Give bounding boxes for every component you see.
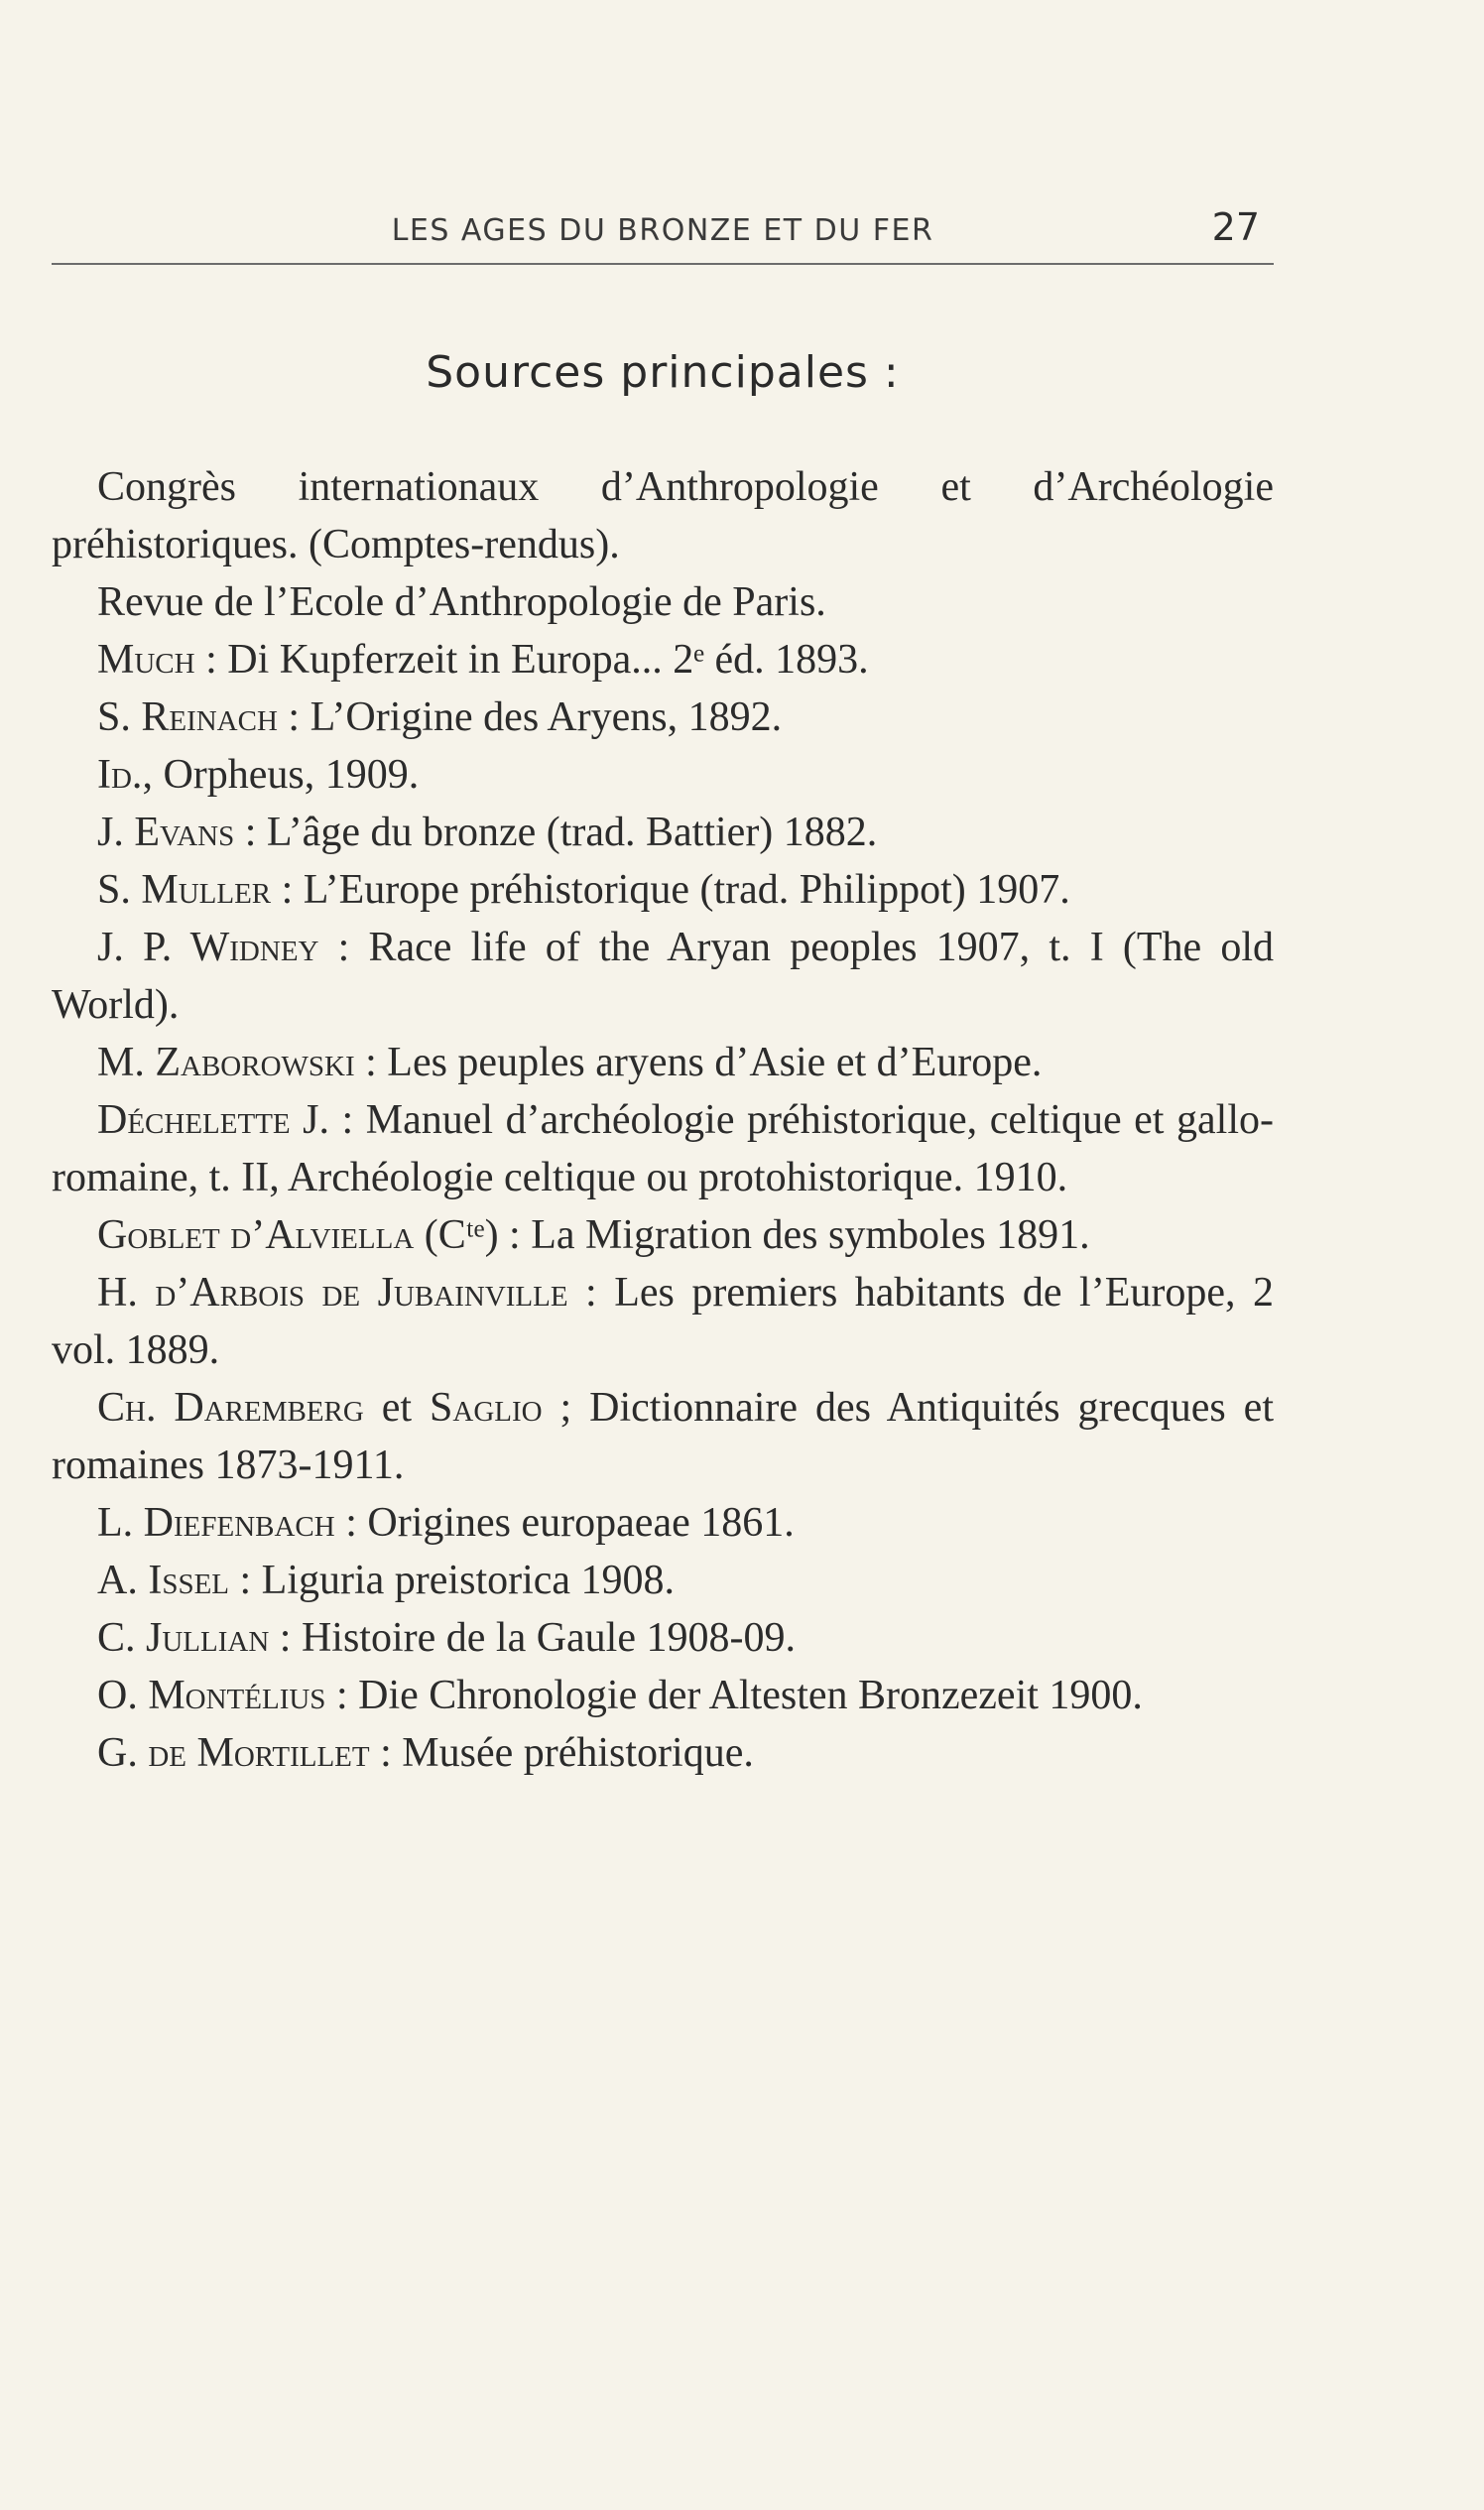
reference-text: : L’Origine des Aryens, 1892. — [277, 694, 783, 740]
reference-author: Saglio — [430, 1385, 543, 1431]
reference-author: G. de Mortillet — [97, 1730, 370, 1776]
reference-author: Ch. Daremberg — [97, 1385, 364, 1431]
reference-text: : Musée préhistorique. — [369, 1730, 754, 1776]
reference-text: , Orpheus, 1909. — [142, 752, 420, 798]
reference-text: et — [363, 1385, 431, 1431]
reference-item — [52, 458, 1274, 573]
reference-item — [52, 1091, 1274, 1206]
reference-author: C. Jullian — [97, 1615, 270, 1661]
page-number: 27 — [1211, 205, 1260, 249]
reference-author: H. d’Arbois de Jubainville — [97, 1270, 568, 1316]
reference-author: Much — [97, 637, 195, 683]
reference-item — [52, 1206, 1274, 1264]
reference-author: M. Zaborowski — [97, 1040, 355, 1085]
reference-text: : Di Kupferzeit in Europa... 2ᵉ éd. 1893. — [194, 637, 869, 683]
reference-item — [52, 1609, 1274, 1667]
reference-item — [52, 804, 1274, 861]
reference-text: : Race life of the Aryan peoples 1907, t. I (The old World). — [52, 925, 1274, 1028]
reference-text: : Manuel d’archéologie préhistorique, celtique et gallo-romaine, t. II, Archéologie celtique ou protohistorique. 1910. — [52, 1097, 1274, 1200]
reference-item — [52, 573, 1274, 631]
reference-text: : Les premiers habitants de l’Europe, 2 vol. 1889. — [52, 1270, 1274, 1373]
reference-item — [52, 631, 1274, 689]
reference-item — [52, 1667, 1274, 1724]
reference-text: : L’âge du bronze (trad. Battier) 1882. — [234, 810, 878, 855]
running-header — [52, 203, 1274, 265]
running-title: LES AGES DU BRONZE ET DU FER — [391, 213, 934, 248]
reference-text: : Origines europaeae 1861. — [334, 1500, 795, 1546]
reference-text: : Les peuples aryens d’Asie et d’Europe. — [354, 1040, 1043, 1085]
reference-author: J. Evans — [97, 810, 235, 855]
section-title: Sources principales : — [426, 347, 900, 398]
reference-author: Déchelette J. — [97, 1097, 330, 1143]
reference-author: S. Reinach — [97, 694, 278, 740]
reference-author: O. Montélius — [97, 1673, 326, 1718]
reference-author: J. P. Widney — [97, 925, 319, 970]
reference-text: (Cᵗᵉ) : La Migration des symboles 1891. — [414, 1212, 1090, 1258]
reference-author: L. Diefenbach — [97, 1500, 335, 1546]
reference-author: S. Muller — [97, 867, 272, 913]
reference-item — [52, 919, 1274, 1034]
reference-item — [52, 689, 1274, 746]
reference-text: : Liguria preistorica 1908. — [229, 1558, 676, 1603]
reference-item — [52, 1494, 1274, 1552]
reference-text: : Histoire de la Gaule 1908-09. — [269, 1615, 796, 1661]
reference-item — [52, 1034, 1274, 1091]
reference-item — [52, 1724, 1274, 1782]
reference-text: : L’Europe préhistorique (trad. Philippot) 1907. — [271, 867, 1070, 913]
reference-author: Id. — [97, 752, 143, 798]
reference-author: A. Issel — [97, 1558, 230, 1603]
reference-item — [52, 1379, 1274, 1494]
reference-text: Revue de l’Ecole d’Anthropologie de Paris. — [97, 579, 826, 625]
reference-item — [52, 1552, 1274, 1609]
reference-item — [52, 861, 1274, 919]
reference-list — [52, 458, 1274, 1782]
reference-author: Goblet d’Alviella — [97, 1212, 415, 1258]
reference-item — [52, 1264, 1274, 1379]
reference-text: Congrès internationaux d’Anthropologie et d’Archéologie préhistoriques. (Comptes-rendus). — [52, 464, 1274, 567]
reference-text: : Die Chronologie der Altesten Bronzezeit 1900. — [325, 1673, 1143, 1718]
reference-item — [52, 746, 1274, 804]
reference-text: ; Dictionnaire des Antiquités grecques et romaines 1873-1911. — [52, 1385, 1274, 1488]
